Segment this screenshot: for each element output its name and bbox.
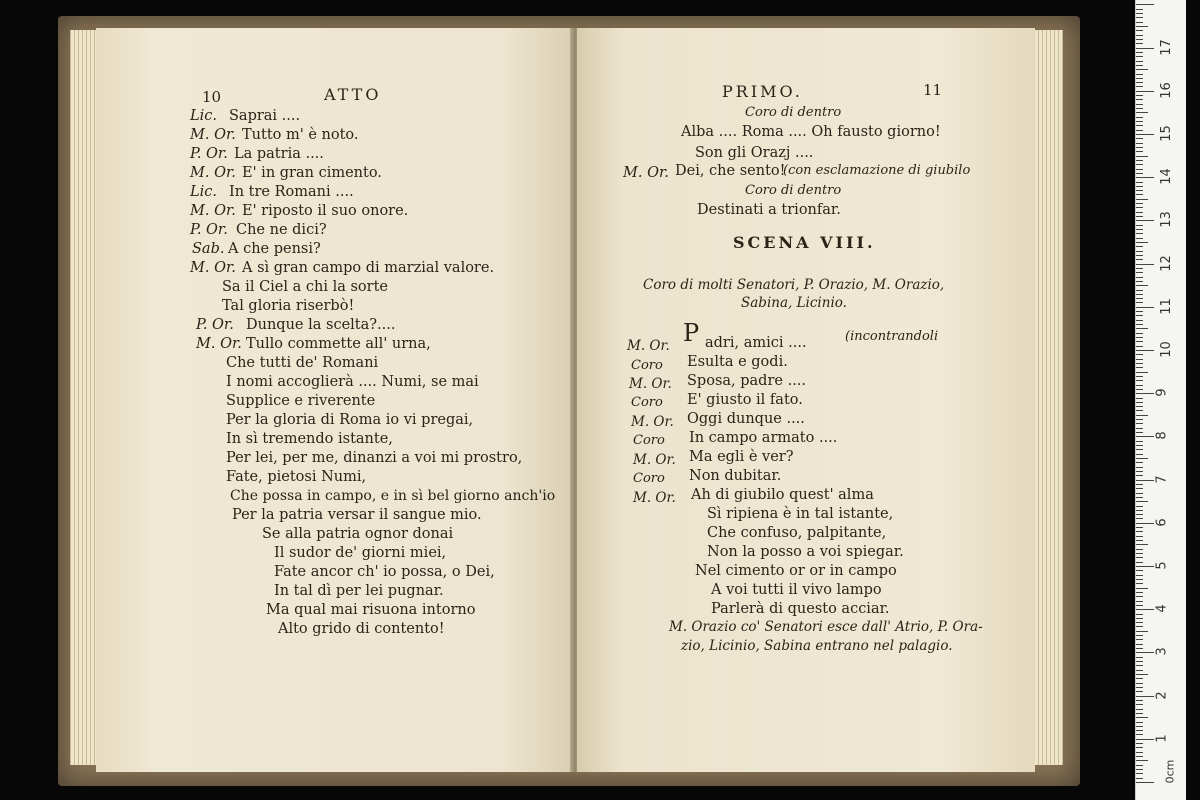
ruler-tick (1136, 78, 1143, 79)
verse-line: Fate, pietosi Numi, (226, 469, 367, 485)
speaker: Lic. (190, 108, 217, 124)
ruler-tick (1136, 493, 1143, 494)
ruler-tick (1136, 43, 1143, 44)
ruler-tick (1136, 251, 1143, 252)
verse-line: A sì gran campo di marzial valore. (242, 260, 495, 276)
ruler-tick (1136, 475, 1143, 476)
ruler-tick (1136, 294, 1143, 295)
verse-line: Sì ripiena è in tal istante, (707, 506, 894, 522)
ruler-tick (1136, 238, 1143, 239)
ruler-tick (1136, 415, 1148, 416)
ruler-tick (1136, 419, 1143, 420)
ruler-tick (1136, 203, 1143, 204)
ruler-unit: 0cm (1163, 759, 1177, 784)
ruler-tick (1136, 566, 1154, 567)
ruler-tick (1136, 674, 1148, 675)
ruler-tick (1136, 648, 1143, 649)
verse-line: In tal dì per lei pugnar. (274, 583, 444, 599)
ruler-tick (1136, 614, 1143, 615)
verse-line: In sì tremendo istante, (226, 431, 393, 447)
ruler-tick (1136, 328, 1148, 329)
verse-line: Che ne dici? (236, 222, 327, 238)
ruler-tick (1136, 618, 1143, 619)
ruler-tick (1136, 246, 1143, 247)
verse-line: Che confuso, palpitante, (707, 525, 887, 541)
ruler-tick (1136, 255, 1143, 256)
ruler-tick (1136, 147, 1143, 148)
ruler-tick (1136, 734, 1143, 735)
ruler-tick (1136, 579, 1143, 580)
ruler-tick (1136, 138, 1143, 139)
ruler-tick (1136, 212, 1143, 213)
ruler-tick (1136, 307, 1154, 308)
ruler-tick (1136, 385, 1143, 386)
verse-line: Che tutti de' Romani (226, 355, 379, 371)
ruler-tick (1136, 199, 1148, 200)
ruler-tick (1136, 108, 1143, 109)
ruler-tick (1136, 277, 1143, 278)
ruler-tick (1136, 436, 1154, 437)
ruler-tick (1136, 782, 1154, 783)
verse-line: In campo armato .... (689, 430, 838, 446)
right-page (577, 28, 1035, 772)
verse-line: Se alla patria ognor donai (262, 526, 454, 542)
ruler-tick (1136, 760, 1148, 761)
ruler-tick (1136, 670, 1143, 671)
ruler-tick (1136, 570, 1143, 571)
ruler-tick (1136, 441, 1143, 442)
verse-line: adri, amici .... (705, 335, 807, 351)
ruler-number: 13 (1158, 211, 1174, 229)
ruler-tick (1136, 398, 1143, 399)
verse-line: Per la patria versar il sangue mio. (232, 507, 482, 523)
ruler-tick (1136, 544, 1148, 545)
ruler-tick (1136, 501, 1148, 502)
ruler-tick (1136, 121, 1143, 122)
ruler-number: 15 (1158, 125, 1174, 142)
verse-line: A voi tutti il vivo lampo (711, 582, 882, 598)
ruler-tick (1136, 26, 1148, 27)
ruler-tick (1136, 86, 1143, 87)
scene-cast: Coro di molti Senatori, P. Orazio, M. Orazio, (643, 277, 945, 293)
ruler-tick (1136, 125, 1143, 126)
ruler-tick (1136, 592, 1143, 593)
ruler-tick (1136, 596, 1143, 597)
verse-line: Il sudor de' giorni miei, (274, 545, 447, 561)
ruler-tick (1136, 216, 1143, 217)
ruler-tick (1136, 35, 1143, 36)
ruler-tick (1136, 99, 1143, 100)
ruler-tick (1136, 56, 1143, 57)
ruler-number: 17 (1158, 38, 1174, 56)
ruler-tick (1136, 104, 1143, 105)
ruler-tick (1136, 225, 1143, 226)
ruler-tick (1136, 752, 1143, 753)
speaker: Coro (633, 471, 665, 486)
speaker: M. Or. (190, 203, 236, 219)
ruler-tick (1136, 488, 1143, 489)
ruler-tick (1136, 220, 1154, 221)
ruler-tick (1136, 48, 1154, 49)
ruler-number: 14 (1158, 168, 1174, 185)
speaker: M. Or. (633, 490, 676, 506)
verse-line: La patria .... (234, 146, 324, 162)
verse-line: Tutto m' è noto. (242, 127, 359, 143)
ruler-tick (1136, 639, 1143, 640)
verse-line: Sposa, padre .... (687, 373, 807, 389)
stage-direction: (con esclamazione di giubilo (783, 163, 971, 178)
ruler-tick (1136, 506, 1143, 507)
ruler-tick (1136, 233, 1143, 234)
ruler-tick (1136, 765, 1143, 766)
ruler-tick (1136, 687, 1143, 688)
ruler-tick (1136, 346, 1143, 347)
ruler-tick (1136, 22, 1143, 23)
verse-line: Supplice e riverente (226, 393, 376, 409)
verse-line: Dei, che sento! (675, 163, 786, 179)
verse-line: Destinati a trionfar. (697, 202, 841, 218)
ruler-tick (1136, 311, 1143, 312)
left-page (96, 28, 574, 772)
ruler-tick (1136, 557, 1143, 558)
ruler-tick (1136, 467, 1143, 468)
drop-cap: P (683, 319, 700, 347)
ruler-number: 11 (1158, 298, 1174, 315)
verse-line: Alba .... Roma .... Oh fausto giorno! (681, 124, 941, 140)
verse-line: Che possa in campo, e in sì bel giorno anch'io (230, 488, 556, 504)
ruler-tick (1136, 177, 1154, 178)
ruler-tick (1136, 773, 1143, 774)
ruler-tick (1136, 290, 1143, 291)
ruler-number: 1 (1154, 734, 1170, 743)
speaker: M. Or. (190, 260, 236, 276)
verse-line: Non dubitar. (689, 468, 782, 484)
running-header: ATTO (324, 85, 382, 104)
verse-line: Per lei, per me, dinanzi a voi mi prostro, (226, 450, 523, 466)
ruler-number: 2 (1154, 690, 1170, 700)
ruler-tick (1136, 17, 1143, 18)
ruler-tick (1136, 298, 1143, 299)
ruler-tick (1136, 74, 1143, 75)
ruler-tick (1136, 696, 1154, 697)
page-edges-right (1035, 30, 1063, 765)
verse-line: Oggi dunque .... (687, 411, 805, 427)
ruler-tick (1136, 337, 1143, 338)
page-number: 10 (202, 88, 222, 106)
ruler-tick (1136, 717, 1148, 718)
ruler-tick (1136, 700, 1143, 701)
ruler-tick (1136, 458, 1148, 459)
ruler-tick (1136, 324, 1143, 325)
ruler-tick (1136, 182, 1143, 183)
verse-line: Non la posso a voi spiegar. (707, 544, 904, 560)
ruler-tick (1136, 30, 1143, 31)
speaker: Coro (631, 358, 663, 373)
ruler-tick (1136, 61, 1143, 62)
ruler-tick (1136, 527, 1143, 528)
ruler-tick (1136, 601, 1143, 602)
ruler-tick (1136, 341, 1143, 342)
verse-line: E' in gran cimento. (242, 165, 382, 181)
ruler-tick (1136, 484, 1143, 485)
speaker: Coro (631, 395, 663, 410)
speaker: M. Or. (629, 376, 672, 392)
ruler-tick (1136, 739, 1154, 740)
ruler-tick (1136, 523, 1154, 524)
ruler-number: 4 (1154, 604, 1170, 613)
verse-line: Per la gloria di Roma io vi pregai, (226, 412, 474, 428)
ruler-tick (1136, 9, 1143, 10)
ruler-tick (1136, 730, 1143, 731)
verse-line: Ah di giubilo quest' alma (691, 487, 874, 503)
ruler-tick (1136, 264, 1154, 265)
ruler-number: 6 (1154, 518, 1170, 527)
ruler-tick (1136, 709, 1143, 710)
ruler-tick (1136, 91, 1154, 92)
ruler-tick (1136, 622, 1143, 623)
ruler-tick (1136, 315, 1143, 316)
ruler-tick (1136, 380, 1143, 381)
ruler-number: 5 (1154, 561, 1170, 570)
ruler-tick (1136, 143, 1143, 144)
ruler-tick (1136, 372, 1148, 373)
speaker: M. Or. (633, 452, 676, 468)
ruler-tick (1136, 393, 1154, 394)
speaker: Sab. (192, 241, 225, 257)
ruler-tick (1136, 471, 1143, 472)
ruler-tick (1136, 428, 1143, 429)
ruler-tick (1136, 518, 1143, 519)
ruler-tick (1136, 609, 1154, 610)
ruler-number: 16 (1158, 82, 1174, 99)
ruler-tick (1136, 652, 1154, 653)
ruler-tick (1136, 13, 1143, 14)
ruler-tick (1136, 333, 1143, 334)
verse-line: Ma qual mai risuona intorno (266, 602, 476, 618)
measuring-ruler (1135, 0, 1186, 800)
speaker: M. Or. (627, 338, 670, 354)
ruler-tick (1136, 156, 1148, 157)
stage-direction: Coro di dentro (745, 183, 842, 198)
ruler-tick (1136, 363, 1143, 364)
ruler-tick (1136, 65, 1143, 66)
ruler-tick (1136, 575, 1143, 576)
ruler-tick (1136, 320, 1143, 321)
ruler-tick (1136, 726, 1143, 727)
ruler-tick (1136, 186, 1143, 187)
ruler-tick (1136, 665, 1143, 666)
ruler-tick (1136, 644, 1143, 645)
ruler-tick (1136, 169, 1143, 170)
speaker: M. Or. (196, 336, 242, 352)
ruler-tick (1136, 112, 1148, 113)
ruler-tick (1136, 302, 1143, 303)
ruler-tick (1136, 229, 1143, 230)
ruler-number: 7 (1154, 474, 1170, 484)
verse-line: Tullo commette all' urna, (246, 336, 431, 352)
page-number: 11 (923, 81, 943, 99)
ruler-tick (1136, 130, 1143, 131)
ruler-tick (1136, 52, 1143, 53)
ruler-tick (1136, 769, 1143, 770)
ruler-tick (1136, 190, 1143, 191)
ruler-tick (1136, 350, 1154, 351)
verse-line: Son gli Orazj .... (695, 145, 814, 161)
ruler-tick (1136, 4, 1154, 5)
speaker: Coro (633, 433, 665, 448)
ruler-number: 8 (1154, 431, 1170, 441)
ruler-tick (1136, 722, 1143, 723)
speaker: M. Or. (623, 165, 669, 181)
verse-line: E' giusto il fato. (687, 392, 803, 408)
ruler-tick (1136, 631, 1148, 632)
ruler-tick (1136, 410, 1143, 411)
ruler-tick (1136, 626, 1143, 627)
ruler-tick (1136, 39, 1143, 40)
scene-cast: Sabina, Licinio. (741, 295, 847, 311)
ruler-tick (1136, 268, 1143, 269)
ruler-tick (1136, 272, 1143, 273)
ruler-tick (1136, 704, 1143, 705)
verse-line: Nel cimento or or in campo (695, 563, 897, 579)
verse-line: Ma egli è ver? (689, 449, 794, 465)
ruler-tick (1136, 281, 1143, 282)
ruler-tick (1136, 194, 1143, 195)
ruler-tick (1136, 367, 1143, 368)
ruler-tick (1136, 376, 1143, 377)
ruler-tick (1136, 389, 1143, 390)
ruler-tick (1136, 207, 1143, 208)
ruler-tick (1136, 583, 1143, 584)
stage-direction: Coro di dentro (745, 105, 842, 120)
ruler-tick (1136, 605, 1143, 606)
ruler-tick (1136, 151, 1143, 152)
stage-direction: M. Orazio co' Senatori esce dall' Atrio, P. Ora- (669, 619, 983, 635)
ruler-number: 9 (1154, 388, 1170, 397)
ruler-tick (1136, 406, 1143, 407)
verse-line: I nomi accoglierà .... Numi, se mai (226, 374, 479, 390)
ruler-tick (1136, 549, 1143, 550)
ruler-tick (1136, 531, 1143, 532)
verse-line: In tre Romani .... (229, 184, 354, 200)
ruler-tick (1136, 713, 1143, 714)
ruler-tick (1136, 514, 1143, 515)
ruler-tick (1136, 683, 1143, 684)
ruler-tick (1136, 445, 1143, 446)
speaker: M. Or. (190, 165, 236, 181)
ruler-tick (1136, 678, 1143, 679)
ruler-tick (1136, 743, 1143, 744)
ruler-tick (1136, 454, 1143, 455)
ruler-tick (1136, 423, 1143, 424)
ruler-tick (1136, 95, 1143, 96)
ruler-tick (1136, 588, 1148, 589)
ruler-tick (1136, 242, 1148, 243)
speaker: P. Or. (190, 146, 228, 162)
ruler-number: 3 (1154, 647, 1170, 657)
verse-line: Sa il Ciel a chi la sorte (222, 279, 388, 295)
verse-line: Tal gloria riserbò! (222, 298, 355, 314)
speaker: P. Or. (196, 317, 234, 333)
ruler-tick (1136, 285, 1148, 286)
ruler-tick (1136, 747, 1143, 748)
verse-line: E' riposto il suo onore. (242, 203, 409, 219)
ruler-tick (1136, 778, 1143, 779)
ruler-tick (1136, 354, 1143, 355)
ruler-tick (1136, 82, 1143, 83)
ruler-tick (1136, 117, 1143, 118)
ruler-tick (1136, 462, 1143, 463)
ruler-tick (1136, 553, 1143, 554)
ruler-tick (1136, 259, 1143, 260)
verse-line: Fate ancor ch' io possa, o Dei, (274, 564, 495, 580)
speaker: M. Or. (190, 127, 236, 143)
ruler-tick (1136, 69, 1148, 70)
ruler-tick (1136, 536, 1143, 537)
ruler-tick (1136, 402, 1143, 403)
scene-title: SCENA VIII. (733, 233, 876, 252)
verse-line: Dunque la scelta?.... (246, 317, 396, 333)
ruler-tick (1136, 449, 1143, 450)
speaker: M. Or. (631, 414, 674, 430)
ruler-tick (1136, 657, 1143, 658)
ruler-tick (1136, 134, 1154, 135)
ruler-tick (1136, 497, 1143, 498)
ruler-number: 12 (1158, 254, 1174, 272)
ruler-tick (1136, 635, 1143, 636)
ruler-tick (1136, 510, 1143, 511)
ruler-number: 10 (1158, 341, 1174, 358)
ruler-tick (1136, 359, 1143, 360)
verse-line: Alto grido di contento! (278, 621, 445, 637)
ruler-tick (1136, 160, 1143, 161)
speaker: P. Or. (190, 222, 228, 238)
ruler-tick (1136, 540, 1143, 541)
ruler-tick (1136, 756, 1143, 757)
ruler-tick (1136, 432, 1143, 433)
verse-line: Parlerà di questo acciar. (711, 601, 890, 617)
ruler-tick (1136, 480, 1154, 481)
verse-line: Saprai .... (229, 108, 301, 124)
ruler-tick (1136, 562, 1143, 563)
stage-direction: zio, Licinio, Sabina entrano nel palagio. (681, 638, 953, 654)
ruler-tick (1136, 661, 1143, 662)
running-header: PRIMO. (722, 82, 803, 101)
page-edges-left (70, 30, 98, 765)
stage-direction: (incontrandoli (845, 329, 939, 344)
speaker: Lic. (190, 184, 217, 200)
ruler-tick (1136, 173, 1143, 174)
verse-line: A che pensi? (228, 241, 321, 257)
ruler-tick (1136, 164, 1143, 165)
ruler-tick (1136, 691, 1143, 692)
verse-line: Esulta e godi. (687, 354, 788, 370)
